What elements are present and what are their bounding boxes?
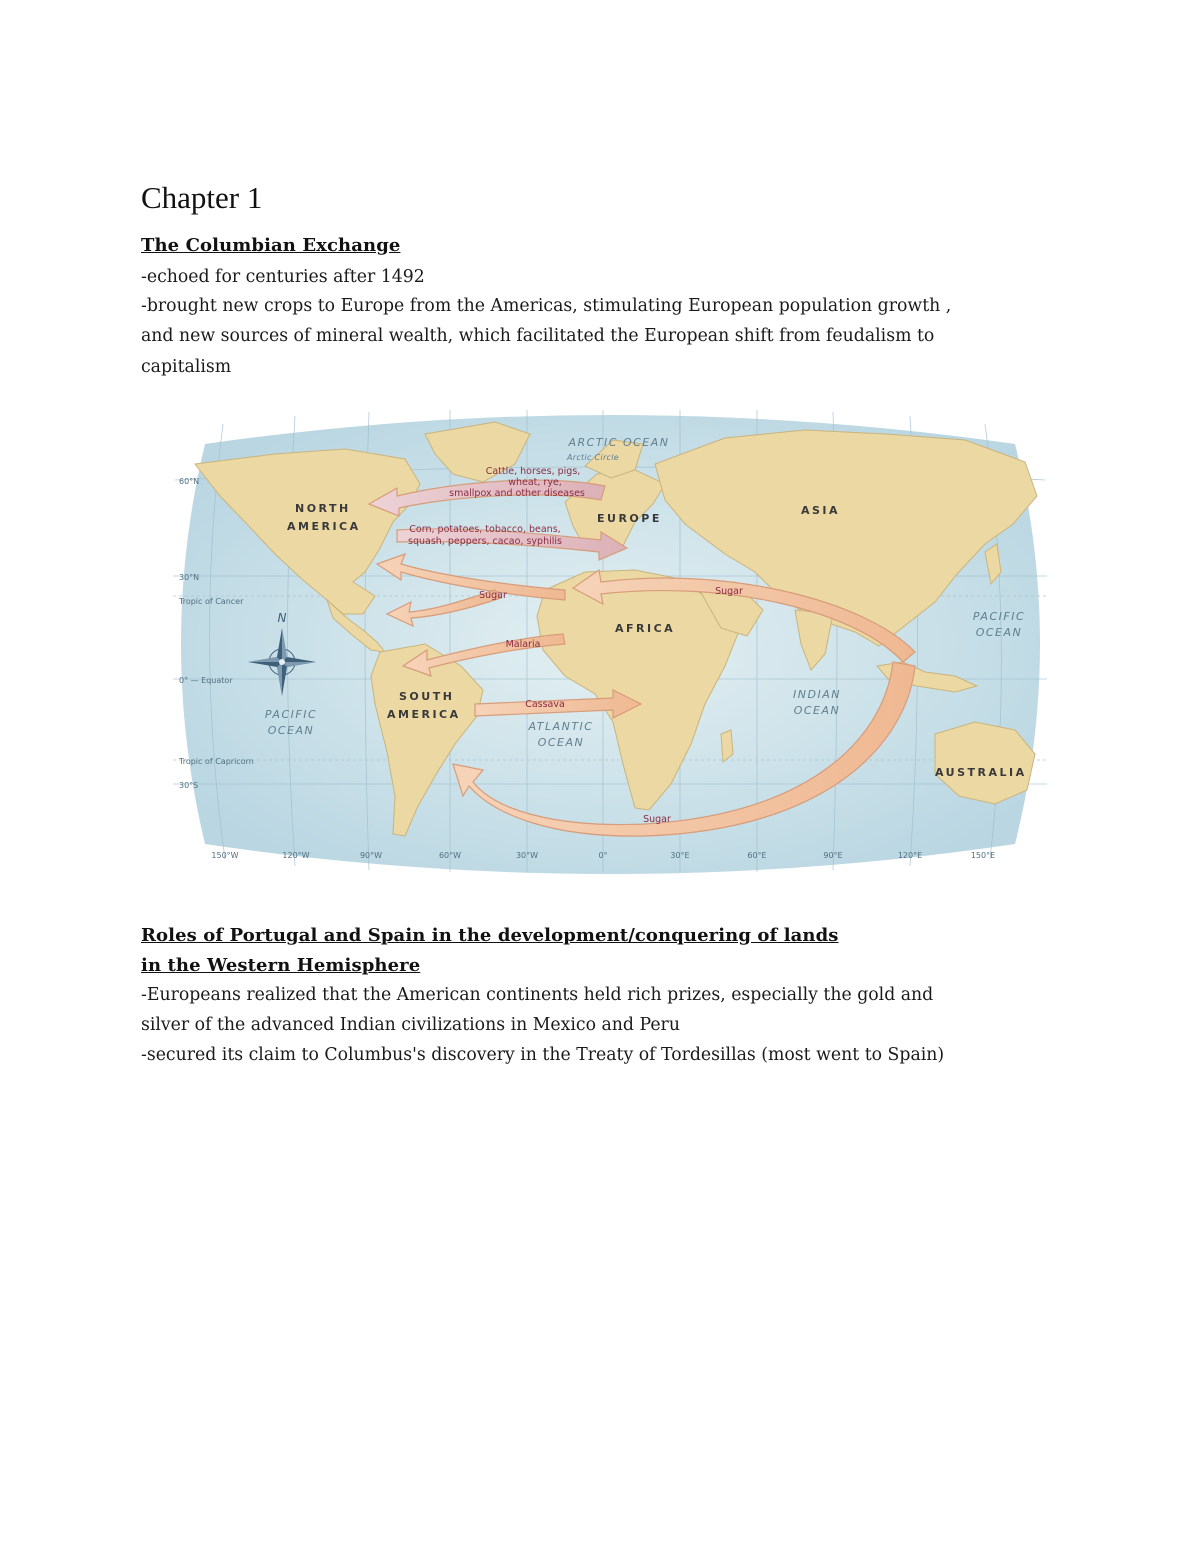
body-line: -secured its claim to Columbus's discovery in the Treaty of Tordesillas (most went to Spain) [141,1045,945,1065]
flow-malaria-label: Malaria [505,639,541,650]
flow-to-europe-line-2: squash, peppers, cacao, syphilis [408,536,562,547]
body-line: -echoed for centuries after 1492 [141,267,425,287]
lon-label: 30°W [515,851,539,860]
lat-equator: 0° — Equator [179,676,233,685]
compass-north-label: N [277,611,287,625]
label-pacific-west-b: OCEAN [267,724,315,737]
lat-60n: 60°N [179,477,200,486]
flow-to-americas-line-1: Cattle, horses, pigs, [485,466,581,477]
flow-to-americas-line-2: wheat, rye, [508,477,562,488]
body-line: silver of the advanced Indian civilizations in Mexico and Peru [141,1015,680,1035]
label-pacific-east-a: PACIFIC [972,610,1026,623]
lon-label: 60°E [747,851,767,860]
label-arctic-circle: Arctic Circle [566,453,620,462]
flow-cassava-label: Cassava [525,699,565,710]
lon-label: 150°W [211,851,239,860]
lon-label: 150°E [970,851,996,860]
flow-sugar-asia-label: Sugar [715,586,743,597]
lon-label: 90°W [359,851,383,860]
lon-label: 30°E [670,851,690,860]
flow-sugar-atlantic-label: Sugar [479,590,507,601]
label-south-america-a: SOUTH [399,690,455,703]
page-title: Chapter 1 [141,180,263,215]
flow-sugar-pacific-label: Sugar [643,814,671,825]
label-atlantic-a: ATLANTIC [528,720,594,733]
body-line: -Europeans realized that the American continents held rich prizes, especially the gold and [141,985,934,1005]
lat-tropic-cancer: Tropic of Cancer [179,597,244,606]
lon-label: 120°E [897,851,923,860]
label-asia: ASIA [801,504,841,517]
label-europe: EUROPE [597,512,662,525]
label-indian-b: OCEAN [793,704,841,717]
label-indian-a: INDIAN [793,688,841,701]
label-north-america-a: NORTH [295,502,351,515]
flow-to-americas-line-3: smallpox and other diseases [449,488,585,499]
lon-label: 120°W [282,851,310,860]
section-heading-columbian-exchange: The Columbian Exchange [141,235,401,256]
columbian-exchange-map [165,404,1055,880]
label-arctic-ocean: ARCTIC OCEAN [568,436,670,449]
lat-tropic-capricorn: Tropic of Capricorn [179,757,254,766]
section-heading-roles: Roles of Portugal and Spain in the development/conquering of lands [141,925,839,946]
lon-label: 60°W [438,851,462,860]
label-atlantic-b: OCEAN [537,736,585,749]
lat-30s: 30°S [179,781,199,790]
label-north-america-b: AMERICA [287,520,361,533]
section-heading-roles-cont: in the Western Hemisphere [141,955,421,976]
label-pacific-west-a: PACIFIC [264,708,318,721]
label-south-america-b: AMERICA [387,708,461,721]
flow-to-europe-line-1: Corn, potatoes, tobacco, beans, [409,524,561,535]
body-line: capitalism [141,357,232,377]
label-pacific-east-b: OCEAN [975,626,1023,639]
lon-label: 90°E [823,851,843,860]
body-line: and new sources of mineral wealth, which facilitated the European shift from feudalism to [141,326,935,346]
label-africa: AFRICA [615,622,676,635]
lat-30n: 30°N [179,573,200,582]
label-australia: AUSTRALIA [935,766,1027,779]
body-line: -brought new crops to Europe from the Americas, stimulating European population growth , [141,296,952,316]
lon-label: 0° [598,851,608,860]
